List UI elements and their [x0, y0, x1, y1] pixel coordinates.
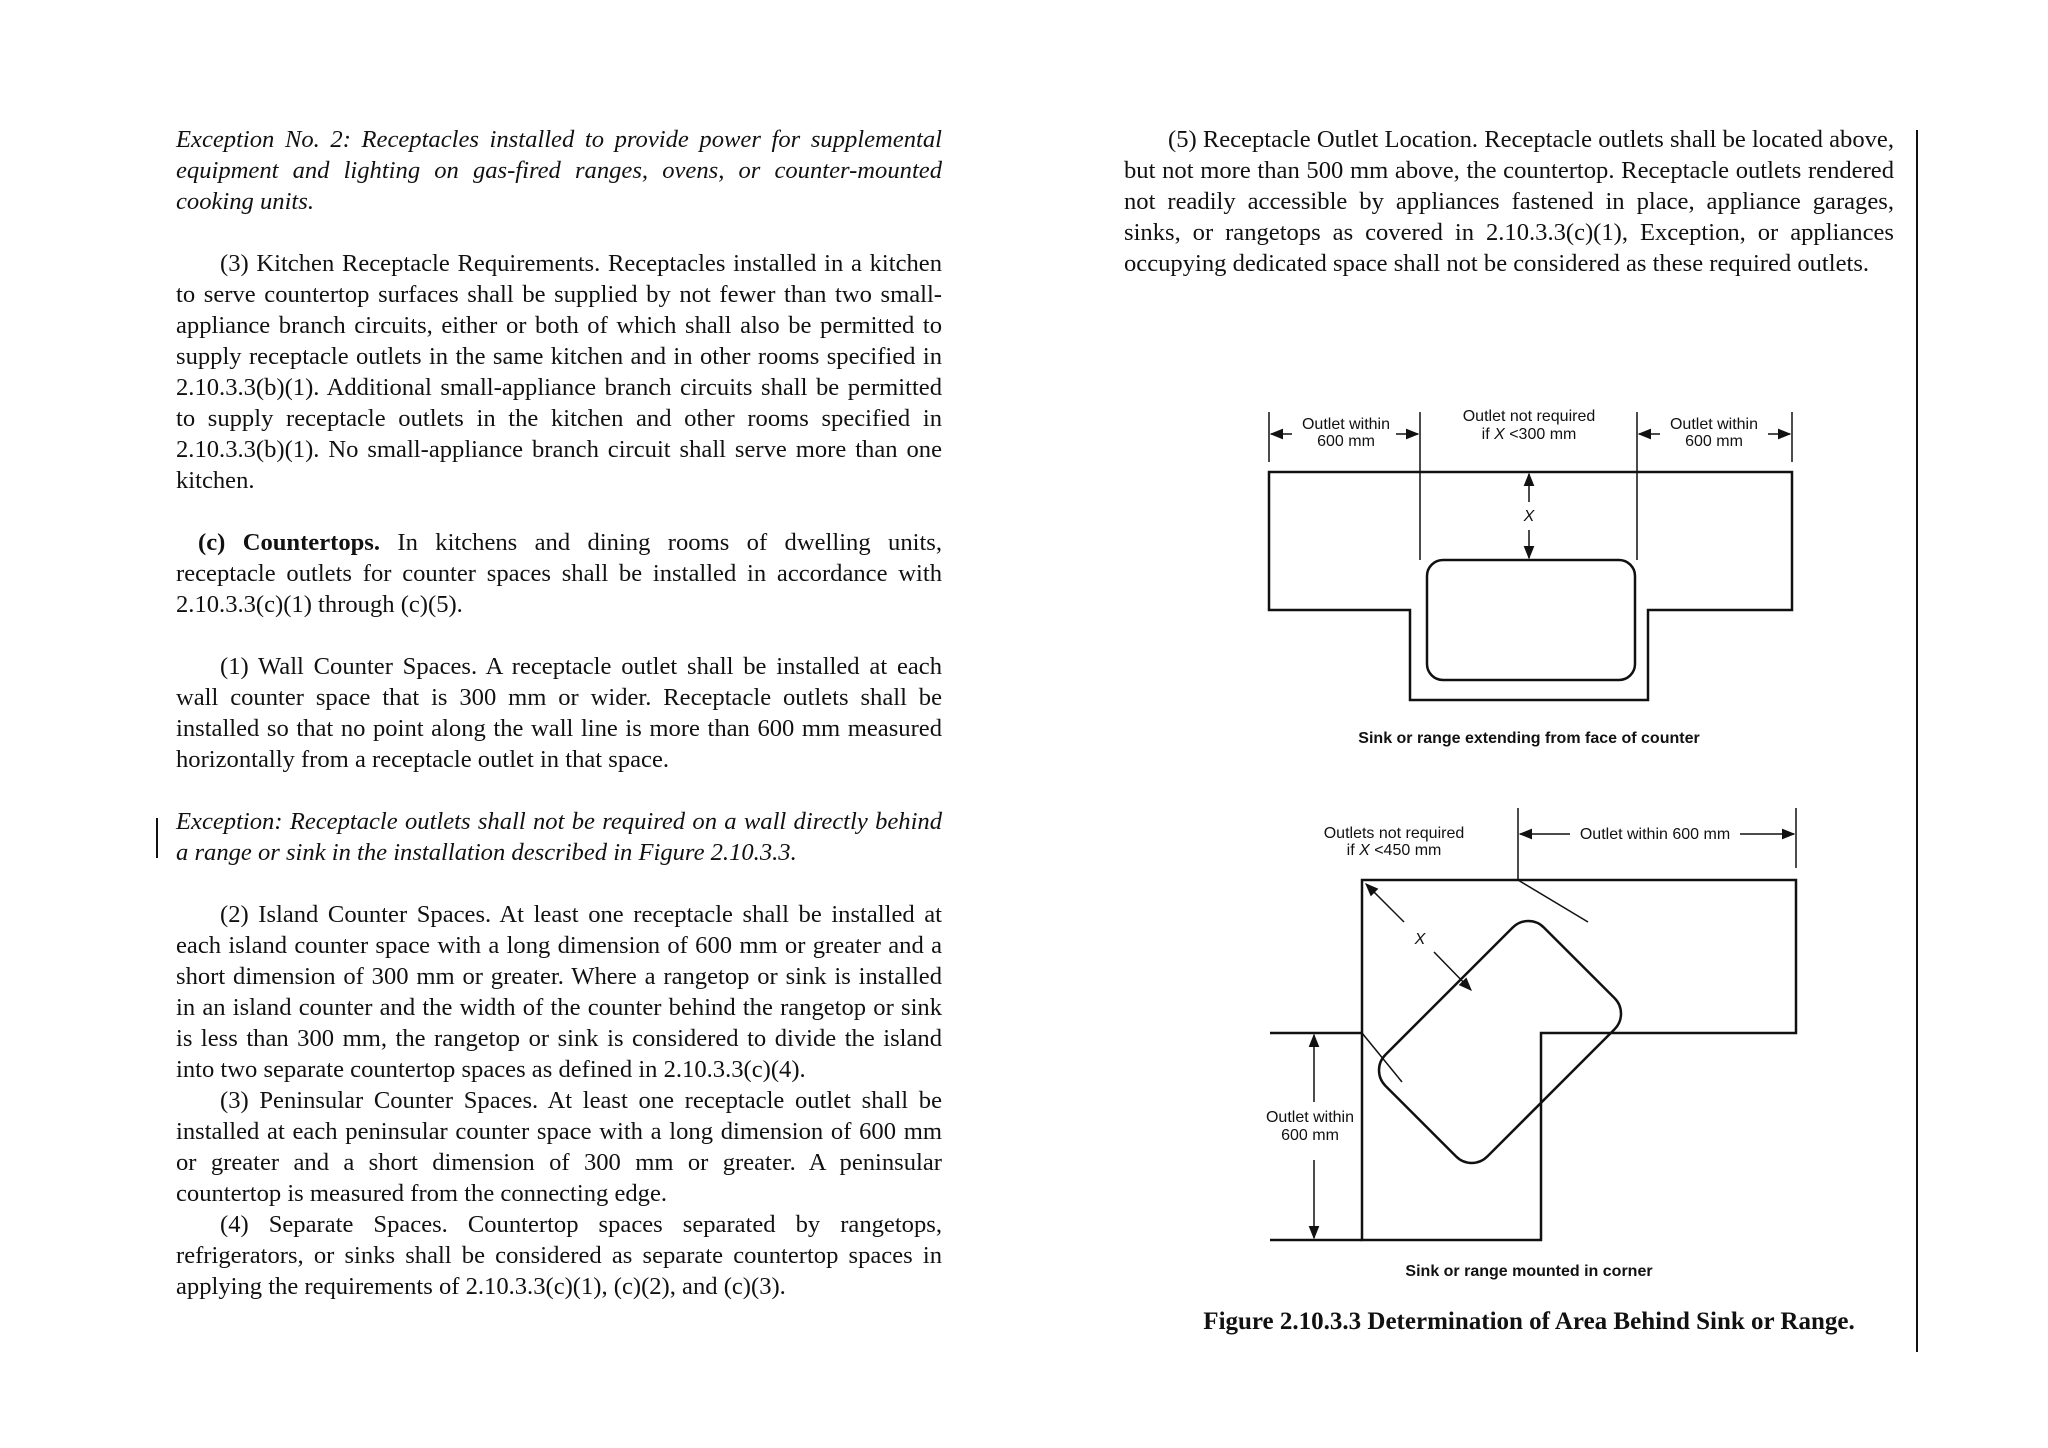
countertops-heading: (c) Countertops.: [198, 529, 381, 556]
diag-corner-left: [1362, 1033, 1402, 1082]
countertops-body: In kitchens and dining rooms of dwelling units, receptacle outlets for counter spaces shall be installed in accordance with 2.10.3.3(c)(1) through (c)(5).: [176, 529, 943, 618]
right-column: [1124, 124, 1894, 279]
top-x-label: X: [1523, 508, 1535, 525]
counter-outline-corner: [1362, 880, 1796, 1240]
top-center-label-1: Outlet not required: [1462, 408, 1596, 425]
wall-counter-spaces: (1) Wall Counter Spaces. A receptacle outlet shall be installed at each wall counter space that is 300 mm or wider. Receptacle outlets shall be installed so that no point along the wall line is more than 600 mm measured horizontally from a receptacle outlet in that space.: [176, 653, 942, 773]
not-required-label-1: Outlets not required: [1323, 825, 1465, 842]
outlet-600-label: Outlet within 600 mm: [1579, 826, 1731, 843]
receptacle-outlet-location: (5) Receptacle Outlet Location. Receptacle outlets shall be located above, but not more than 500 mm above, the countertop. Receptacle outlets rendered not readily accessible by appliances fastened in place, appliance garages, sinks, or rangetops as covered in 2.10.3.3(c)(1), Exception, or appliances occupying dedicated space shall not be considered as these required outlets.: [1124, 126, 1894, 277]
side-label-1: Outlet within: [1265, 1109, 1355, 1126]
side-label-2: 600 mm: [1281, 1127, 1339, 1144]
sink-corner: [1370, 912, 1630, 1172]
island-counter-spaces: (2) Island Counter Spaces. At least one receptacle shall be installed at each island counter space with a long dimension of 600 mm or greater and a short dimension of 300 mm or greater. Where a rangetop or sink is installed in an island counter and the width of the counter behind the rangetop or sink is less than 300 mm, the rangetop or sink is considered to divide the island into two separate countertop spaces as defined in 2.10.3.3(c)(4).: [176, 901, 942, 1083]
corner-x-label: X: [1414, 931, 1426, 948]
top-left-label-2: 600 mm: [1317, 433, 1375, 450]
sink-top: [1427, 560, 1635, 680]
counter-outline-top: [1269, 472, 1792, 700]
not-required-label-2: if X <450 mm: [1346, 842, 1442, 859]
top-diagram-caption: Sink or range extending from face of counter: [1358, 730, 1700, 747]
top-right-label-1: Outlet within: [1669, 416, 1759, 433]
figure-caption: Figure 2.10.3.3 Determination of Area Behind Sink or Range.: [1203, 1308, 1855, 1335]
right-change-bar: [1916, 130, 1918, 1352]
x-arrow-corner-b: [1434, 952, 1471, 990]
bottom-diagram: [1266, 808, 1796, 1280]
top-center-label-2: if X <300 mm: [1481, 426, 1577, 443]
top-left-label-1: Outlet within: [1301, 416, 1391, 433]
wall-exception: Exception: Receptacle outlets shall not be required on a wall directly behind a range or sink in the installation described in Figure 2.10.3.3.: [176, 808, 942, 866]
peninsular-counter-spaces: (3) Peninsular Counter Spaces. At least one receptacle outlet shall be installed at each peninsular counter space with a long dimension of 600 mm or greater and a short dimension of 300 mm or greater. A peninsular countertop is measured from the connecting edge.: [176, 1087, 942, 1207]
kitchen-receptacle-requirements: (3) Kitchen Receptacle Requirements. Receptacles installed in a kitchen to serve countertop surfaces shall be supplied by not fewer than two small-appliance branch circuits, either or both of which shall also be permitted to supply receptacle outlets in the same kitchen and in other rooms specified in 2.10.3.3(b)(1). Additional small-appliance branch circuits shall be permitted to supply receptacle outlets in the kitchen and other rooms specified in 2.10.3.3(b)(1). No small-appliance branch circuit shall serve more than one kitchen.: [176, 250, 942, 494]
left-change-bar: [156, 818, 158, 858]
countertops-paragraph: [176, 527, 942, 620]
left-column: [176, 124, 942, 1302]
top-diagram: [1269, 408, 1792, 747]
separate-spaces: (4) Separate Spaces. Countertop spaces separated by rangetops, refrigerators, or sinks shall be considered as separate countertop spaces in applying the requirements of 2.10.3.3(c)(1), (c)(2), and (c)(3).: [176, 1211, 942, 1300]
exception-no-2: Exception No. 2: Receptacles installed to provide power for supplemental equipment and lighting on gas-fired ranges, ovens, or counter-mounted cooking units.: [176, 126, 942, 215]
diag-corner-top: [1518, 880, 1588, 922]
bottom-diagram-caption: Sink or range mounted in corner: [1405, 1263, 1653, 1280]
top-right-label-2: 600 mm: [1685, 433, 1743, 450]
x-arrow-corner-a: [1366, 884, 1404, 922]
